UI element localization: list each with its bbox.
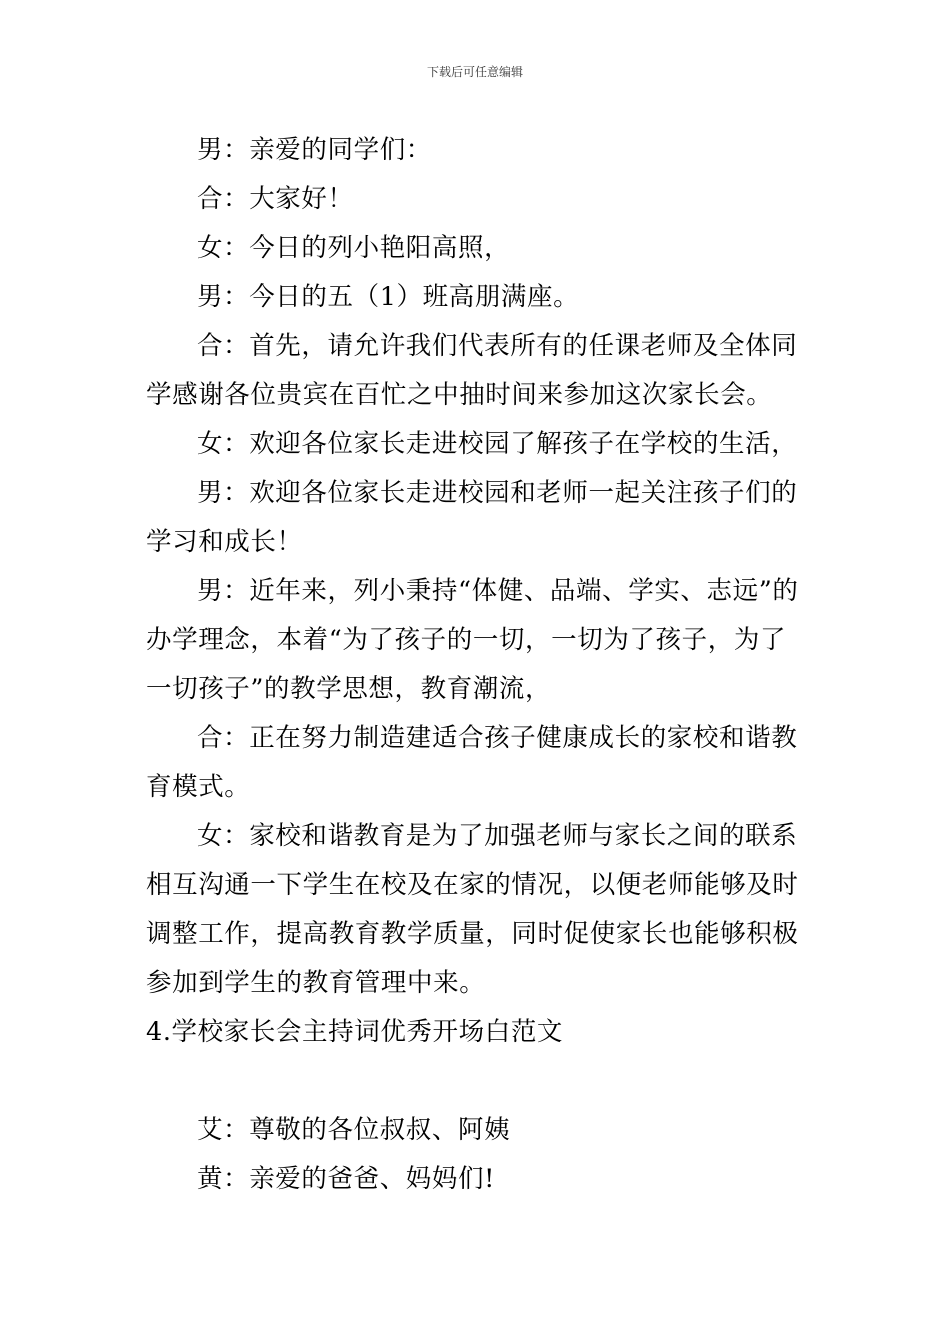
blank-line bbox=[146, 1057, 810, 1106]
paragraph-5: 合：首先，请允许我们代表所有的任课老师及全体同学感谢各位贵宾在百忙之中抽时间来参加这次家长会。 bbox=[146, 331, 798, 410]
paragraph-6: 女：欢迎各位家长走进校园了解孩子在学校的生活， bbox=[197, 429, 798, 459]
paragraph-7: 男：欢迎各位家长走进校园和老师一起关注孩子们的学习和成长！ bbox=[146, 478, 798, 557]
section-title: 4.学校家长会主持词优秀开场白范文 bbox=[146, 1017, 564, 1047]
paragraph-8: 男：近年来，列小秉持“体健、品端、学实、志远”的办学理念，本着“为了孩子的一切，一切为了孩子，为了一切孩子”的教学思想，教育潮流， bbox=[146, 576, 799, 704]
paragraph-4: 男：今日的五（1）班高朋满座。 bbox=[197, 282, 580, 312]
paragraph-10: 女：家校和谐教育是为了加强老师与家长之间的联系相互沟通一下学生在校及在家的情况，以便老师能够及时调整工作，提高教育教学质量，同时促使家长也能够积极参加到学生的教育管理中来。 bbox=[146, 821, 799, 998]
paragraph-1: 男：亲爱的同学们： bbox=[197, 135, 432, 165]
section-paragraph-2: 黄：亲爱的爸爸、妈妈们! bbox=[197, 1164, 495, 1194]
paragraph-3: 女：今日的列小艳阳高照， bbox=[197, 233, 511, 263]
paragraph-2: 合：大家好！ bbox=[197, 184, 354, 214]
paragraph-9: 合：正在努力制造建适合孩子健康成长的家校和谐教育模式。 bbox=[146, 723, 798, 802]
section-paragraph-1: 艾：尊敬的各位叔叔、阿姨 bbox=[197, 1115, 511, 1145]
document-body bbox=[146, 126, 810, 1204]
page-header-note: 下载后可任意编辑 bbox=[426, 65, 523, 79]
